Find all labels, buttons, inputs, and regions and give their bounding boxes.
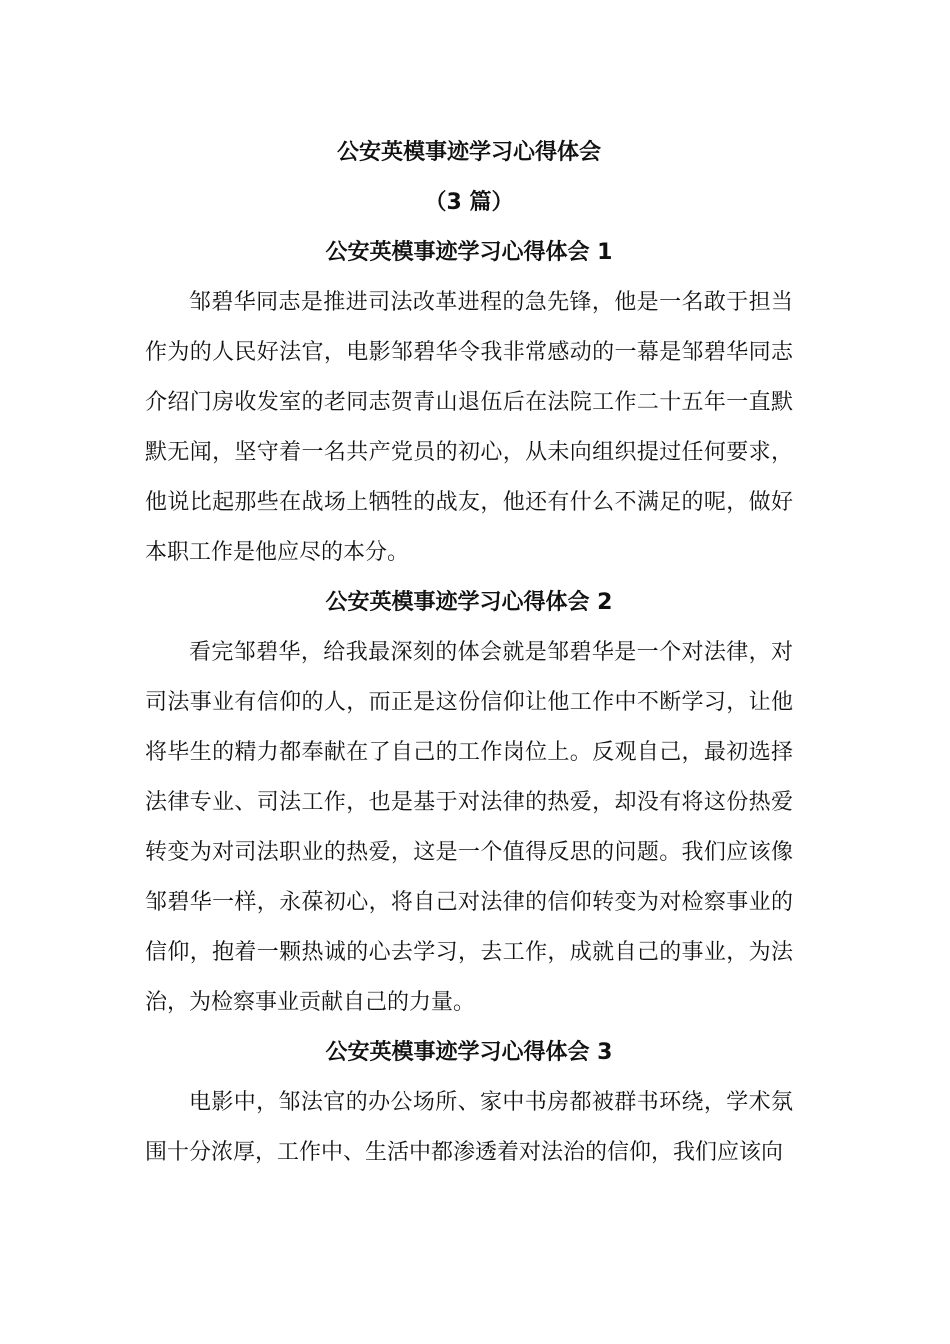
section-body-1: 邹碧华同志是推进司法改革进程的急先锋，他是一名敢于担当作为的人民好法官，电影邹碧华令我非常感动的一幕是邹碧华同志介绍门房收发室的老同志贺青山退伍后在法院工作二十五年一直默默无闻，坚守着一名共产党员的初心，从未向组织提过任何要求，他说比起那些在战场上牺牲的战友，他还有什么不满足的呢，做好本职工作是他应尽的本分。 (145, 290, 793, 565)
section-body-2: 看完邹碧华，给我最深刻的体会就是邹碧华是一个对法律，对司法事业有信仰的人，而正是这份信仰让他工作中不断学习，让他将毕生的精力都奉献在了自己的工作岗位上。反观自己，最初选择法律专业、司法工作，也是基于对法律的热爱，却没有将这份热爱转变为对司法职业的热爱，这是一个值得反思的问题。我们应该像邹碧华一样，永葆初心，将自己对法律的信仰转变为对检察事业的信仰，抱着一颗热诚的心去学习，去工作，成就自己的事业，为法治，为检察事业贡献自己的力量。 (145, 640, 793, 1015)
essay-section-2 (145, 578, 793, 1028)
document-page (145, 128, 793, 1178)
section-heading-3: 公安英模事迹学习心得体会 3 (325, 1040, 613, 1065)
document-title: 公安英模事迹学习心得体会 (336, 140, 601, 165)
section-heading-2: 公安英模事迹学习心得体会 2 (325, 590, 613, 615)
essay-section-1 (145, 228, 793, 578)
essay-section-3 (145, 1028, 793, 1178)
document-subtitle: （3 篇） (424, 190, 514, 215)
section-body-3: 电影中，邹法官的办公场所、家中书房都被群书环绕，学术氛围十分浓厚，工作中、生活中都渗透着对法治的信仰，我们应该向 (145, 1090, 793, 1165)
section-heading-1: 公安英模事迹学习心得体会 1 (325, 240, 613, 265)
